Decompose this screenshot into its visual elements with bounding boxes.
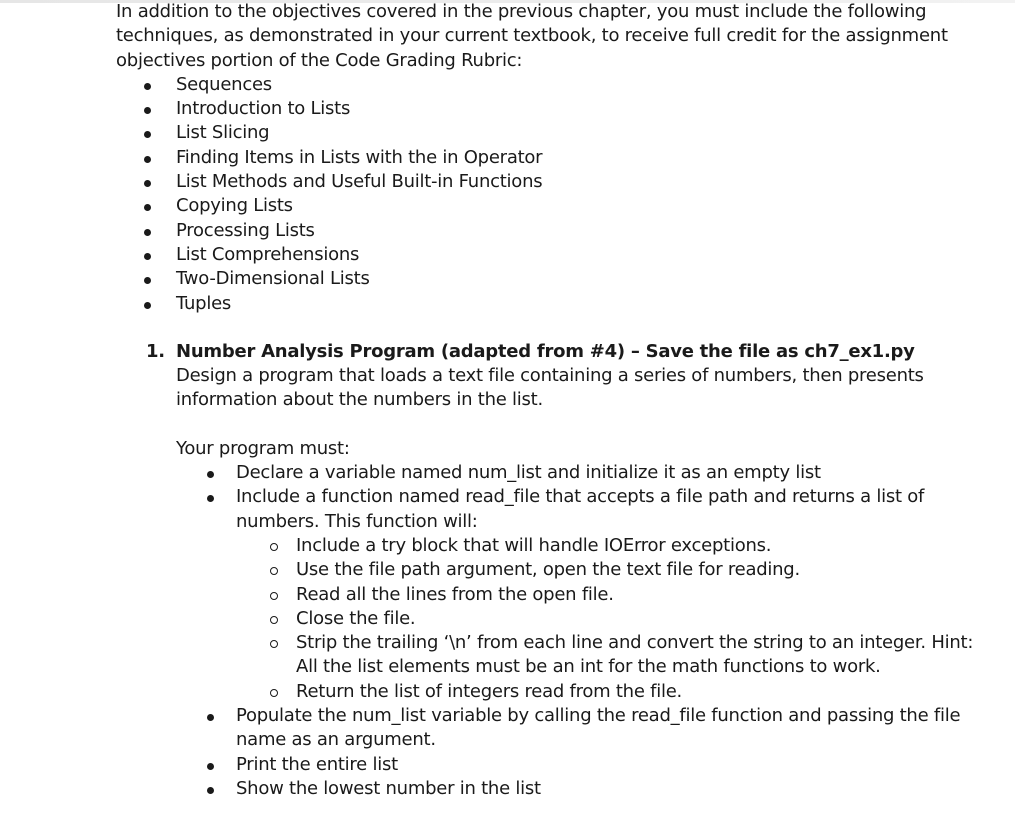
- bullet-icon: [207, 787, 214, 794]
- list-item: Tuples: [116, 292, 996, 316]
- sub-list-item: Use the file path argument, open the text file for reading.: [236, 558, 996, 582]
- bullet-icon: [144, 83, 151, 90]
- bullet-icon: [207, 471, 214, 478]
- task-1: [116, 340, 996, 801]
- list-item: Introduction to Lists: [116, 97, 996, 121]
- hollow-bullet-icon: [270, 567, 278, 575]
- list-item: Print the entire list: [176, 753, 996, 777]
- hollow-bullet-icon: [270, 592, 278, 600]
- document-page: [116, 0, 996, 801]
- bullet-icon: [144, 277, 151, 284]
- bullet-icon: [144, 180, 151, 187]
- bullet-icon: [144, 204, 151, 211]
- list-item: Processing Lists: [116, 219, 996, 243]
- list-item: Populate the num_list variable by calling the read_file function and passing the file name as an argument.: [176, 704, 996, 753]
- sub-list-item: Return the list of integers read from the file.: [236, 680, 996, 704]
- list-item: Include a function named read_file that accepts a file path and returns a list of numbers. This function will: Include a try block that will handle IOError exceptions. Use the file path argument, open the text file for reading. Read all the lines from the open file. Close the file. Strip the trailing ‘\n’ from each line and convert the string to an integer. Hint: All the list elements must be an int for the math functions to work. Return the list of integers read from the file.: [176, 485, 996, 704]
- list-item: Copying Lists: [116, 194, 996, 218]
- list-item: List Slicing: [116, 121, 996, 145]
- hollow-bullet-icon: [270, 689, 278, 697]
- read-file-steps: [236, 534, 996, 704]
- sub-list-item: Strip the trailing ‘\n’ from each line and convert the string to an integer. Hint: All the list elements must be an int for the math functions to work.: [236, 631, 996, 680]
- bullet-icon: [207, 495, 214, 502]
- hollow-bullet-icon: [270, 616, 278, 624]
- bullet-icon: [144, 229, 151, 236]
- bullet-icon: [207, 714, 214, 721]
- sub-list-item: Include a try block that will handle IOError exceptions.: [236, 534, 996, 558]
- bullet-icon: [144, 302, 151, 309]
- intro-paragraph: In addition to the objectives covered in the previous chapter, you must include the following techniques, as demonstrated in your current textbook, to receive full credit for the assignment objectives portion of the Code Grading Rubric:: [116, 1, 948, 71]
- sub-list-item: Read all the lines from the open file.: [236, 583, 996, 607]
- spacer: [176, 413, 996, 437]
- task-title: Number Analysis Program (adapted from #4) – Save the file as ch7_ex1.py: [176, 340, 915, 362]
- list-item: Finding Items in Lists with the in Operator: [116, 146, 996, 170]
- objectives-list: [116, 73, 996, 316]
- bullet-icon: [144, 131, 151, 138]
- list-item: List Methods and Useful Built-in Functions: [116, 170, 996, 194]
- requirements-heading: Your program must:: [176, 437, 350, 459]
- list-item: Two-Dimensional Lists: [116, 267, 996, 291]
- list-item: Declare a variable named num_list and initialize it as an empty list: [176, 461, 996, 485]
- sub-list-item: Close the file.: [236, 607, 996, 631]
- bullet-icon: [144, 253, 151, 260]
- list-item: Sequences: [116, 73, 996, 97]
- spacer: [116, 316, 996, 340]
- bullet-icon: [207, 763, 214, 770]
- task-number: 1.: [146, 340, 165, 362]
- bullet-icon: [144, 156, 151, 163]
- list-item: Show the lowest number in the list: [176, 777, 996, 801]
- bullet-icon: [144, 107, 151, 114]
- requirements-list: [176, 461, 996, 801]
- task-description: Design a program that loads a text file containing a series of numbers, then presents information about the numbers in the list.: [176, 365, 924, 411]
- hollow-bullet-icon: [270, 640, 278, 648]
- list-item: List Comprehensions: [116, 243, 996, 267]
- hollow-bullet-icon: [270, 543, 278, 551]
